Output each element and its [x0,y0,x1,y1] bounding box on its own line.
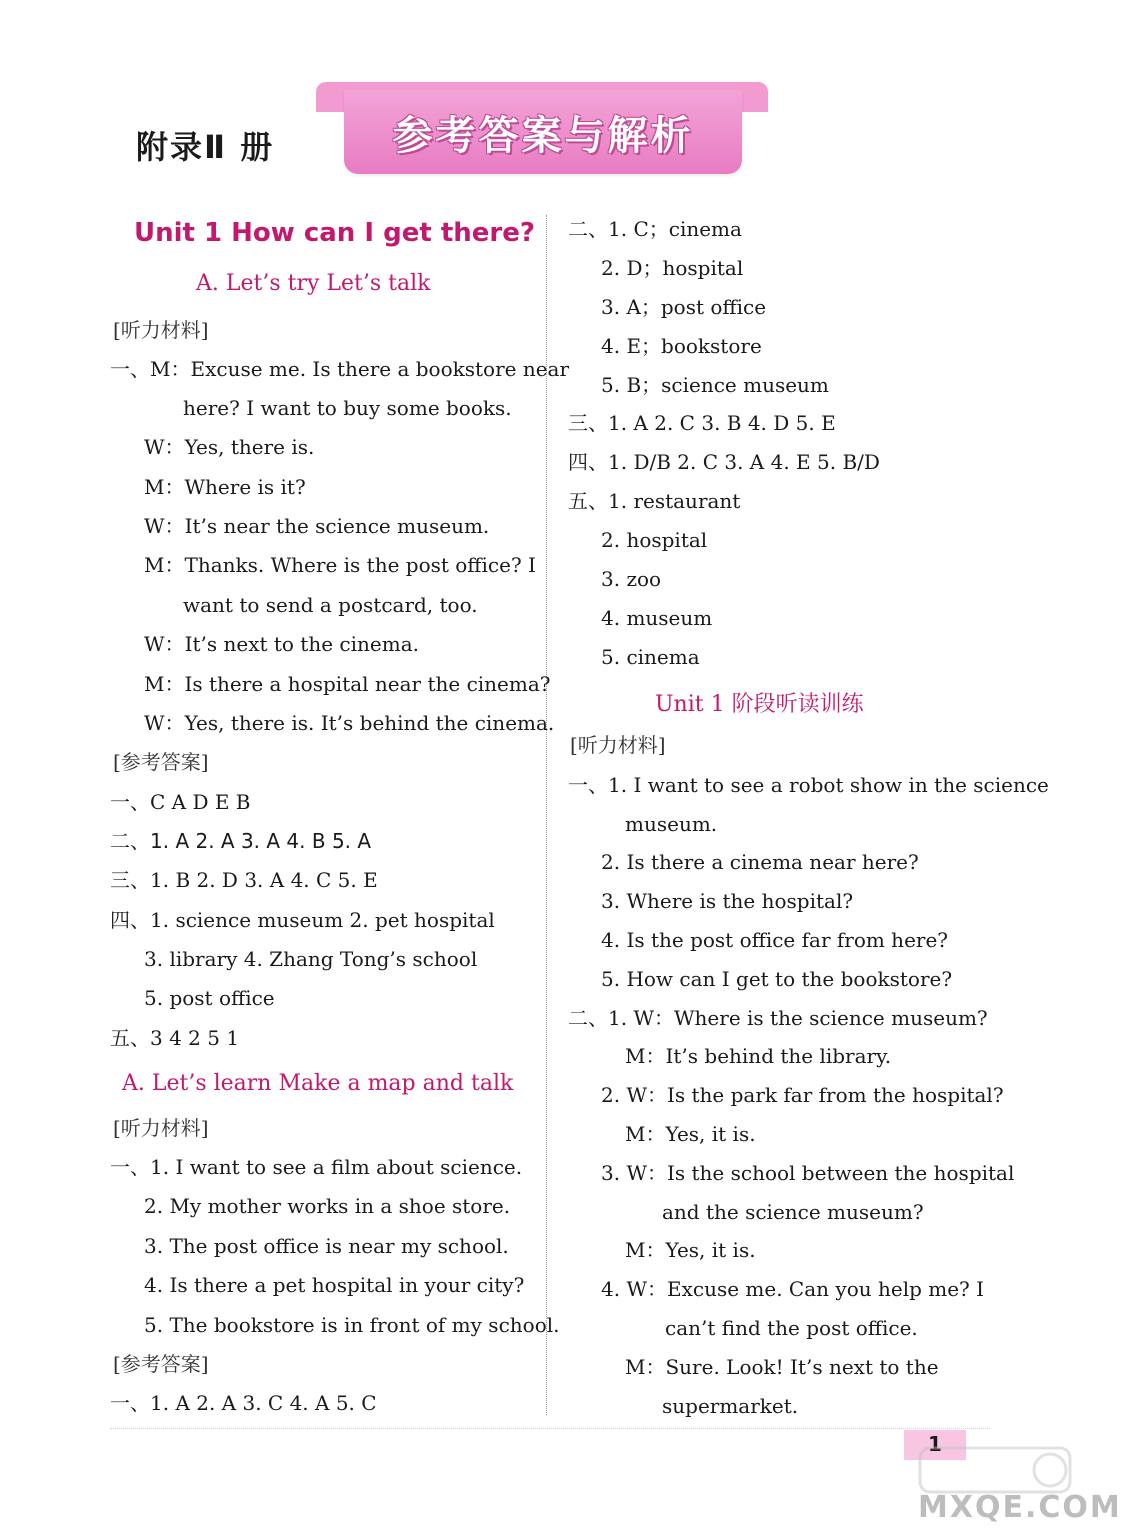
dialogue-line: 4. W：Excuse me. Can you help me? I [601,1277,985,1301]
section-a-title: A. Let’s try Let’s talk [196,271,431,296]
answer-line: 5. post office [144,986,275,1010]
dialogue-text: Thanks. Where is the post office? I [184,553,536,577]
answer-line: 四、1. D/B 2. C 3. A 4. E 5. B/D [568,450,880,474]
sentence-line: 5. How can I get to the bookstore? [601,967,953,991]
answer-line: 2. D；hospital [601,256,744,280]
speaker-label: M： [144,672,185,696]
dialogue-line [144,514,489,538]
speaker-label: M： [144,553,185,577]
column-divider [546,215,547,1415]
dialogue-line [183,593,478,617]
listening-label: [听力材料] [113,318,209,342]
dialogue-text: Excuse me. Is there a bookstore near [190,357,570,381]
dialogue-line: M：Yes, it is. [625,1122,756,1146]
sentence-line: 2. Is there a cinema near here? [601,850,919,874]
speaker-label: W： [144,514,185,538]
dialogue-text: Where is it? [184,475,306,499]
answer-line: 一、C A D E B [110,790,251,814]
answer-line: 二、1. A 2. A 3. A 4. B 5. A [110,829,372,853]
answer-line: 三、1. A 2. C 3. B 4. D 5. E [568,411,836,435]
answer-line: 二、1. C；cinema [568,217,742,241]
dialogue-line: M：It’s behind the library. [625,1044,892,1068]
dialogue-text: It’s near the science museum. [184,514,490,538]
dialogue-text: It’s next to the cinema. [184,632,419,656]
speaker-label: W： [144,632,185,656]
dialogue-line [144,672,551,696]
appendix-label: 附录Ⅱ 册 [136,128,275,166]
sentence-line: museum. [625,812,718,836]
dialogue-line: M：Yes, it is. [625,1238,756,1262]
listening-label: [听力材料] [570,733,666,757]
answer-line: 5. B；science museum [601,373,829,397]
answer-line: 3. library 4. Zhang Tong’s school [144,947,478,971]
dialogue-line [144,553,536,577]
dialogue-text: Yes, there is. [184,435,315,459]
speaker-label: W： [144,435,185,459]
sentence-line: 3. Where is the hospital? [601,889,854,913]
dialogue-line: supermarket. [662,1394,799,1418]
answer-line: 4. E；bookstore [601,334,762,358]
speaker-label: W： [144,711,185,735]
answer-line: 2. hospital [601,528,708,552]
page-number: 1 [928,1432,942,1456]
dialogue-line: 二、1. W：Where is the science museum? [568,1006,988,1030]
unit-training-title: Unit 1 阶段听读训练 [655,692,864,717]
dialogue-line [110,357,569,381]
unit-title: Unit 1 How can I get there? [134,218,535,248]
answer-label: [参考答案] [113,750,209,774]
answer-line: 五、3 4 2 5 1 [110,1026,240,1050]
dialogue-line [144,632,419,656]
speaker-label: M： [144,475,185,499]
sentence-line: 一、1. I want to see a robot show in the science [568,773,1049,797]
dialogue-text: want to send a postcard, too. [183,593,478,617]
bottom-rule [110,1428,990,1429]
dialogue-line: 2. W：Is the park far from the hospital? [601,1083,1004,1107]
dialogue-line [144,711,554,735]
dialogue-text: Yes, there is. It’s behind the cinema. [184,711,555,735]
section-b-title: A. Let’s learn Make a map and talk [122,1071,514,1096]
answer-line: 三、1. B 2. D 3. A 4. C 5. E [110,868,378,892]
sentence-line: 5. The bookstore is in front of my school. [144,1313,560,1337]
listening-label: [听力材料] [113,1116,209,1140]
answer-line: 3. zoo [601,567,662,591]
dialogue-line [144,475,306,499]
answer-line: 5. cinema [601,645,700,669]
answer-line: 4. museum [601,606,713,630]
sentence-line: 一、1. I want to see a film about science. [110,1155,523,1179]
dialogue-line: can’t find the post office. [665,1316,918,1340]
speaker-label: 一、M： [110,357,191,381]
dialogue-line [144,435,314,459]
dialogue-line [183,396,512,420]
dialogue-line: 3. W：Is the school between the hospital [601,1161,1015,1185]
answer-line: 3. A；post office [601,295,767,319]
banner-title: 参考答案与解析 [392,113,694,159]
dialogue-line: and the science museum? [662,1200,924,1224]
answer-label: [参考答案] [113,1352,209,1376]
dialogue-text: Is there a hospital near the cinema? [184,672,551,696]
watermark-text: MXQE.COM [918,1490,1122,1525]
dialogue-text: here? I want to buy some books. [183,396,512,420]
sentence-line: 4. Is there a pet hospital in your city? [144,1273,525,1297]
answer-line: 四、1. science museum 2. pet hospital [110,908,495,932]
answer-line: 一、1. A 2. A 3. C 4. A 5. C [110,1391,377,1415]
dialogue-line: M：Sure. Look! It’s next to the [625,1355,939,1379]
sentence-line: 4. Is the post office far from here? [601,928,949,952]
answer-line: 五、1. restaurant [568,489,741,513]
sentence-line: 2. My mother works in a shoe store. [144,1194,511,1218]
sentence-line: 3. The post office is near my school. [144,1234,509,1258]
